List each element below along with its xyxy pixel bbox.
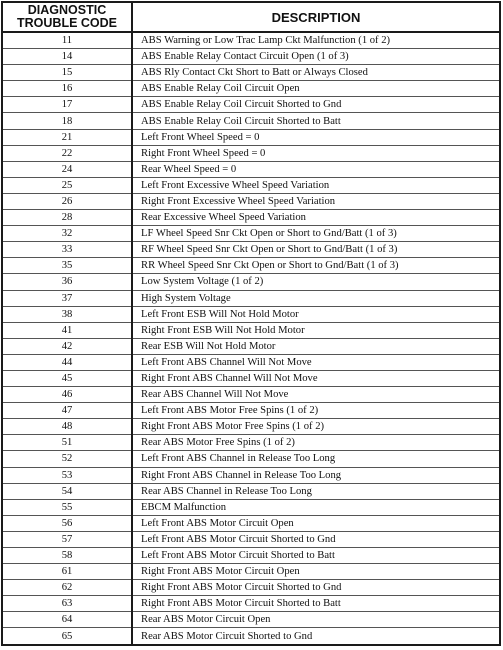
description-cell: Rear ABS Channel Will Not Move: [132, 387, 500, 403]
trouble-code-cell: 56: [2, 515, 132, 531]
trouble-code-cell: 26: [2, 193, 132, 209]
trouble-code-cell: 64: [2, 612, 132, 628]
description-column-header: DESCRIPTION: [132, 2, 500, 32]
description-cell: Right Front ABS Motor Circuit Shorted to Batt: [132, 596, 500, 612]
trouble-code-cell: 48: [2, 419, 132, 435]
trouble-code-cell: 14: [2, 49, 132, 65]
trouble-code-table: [1, 1, 501, 646]
table-row: [2, 49, 500, 65]
table-row: [2, 32, 500, 49]
trouble-code-cell: 52: [2, 451, 132, 467]
trouble-code-cell: 46: [2, 387, 132, 403]
description-cell: Right Front ESB Will Not Hold Motor: [132, 322, 500, 338]
description-cell: Right Front ABS Motor Circuit Open: [132, 564, 500, 580]
description-cell: Left Front ABS Channel in Release Too Long: [132, 451, 500, 467]
trouble-code-cell: 24: [2, 161, 132, 177]
table-row: [2, 612, 500, 628]
description-cell: Rear ABS Channel in Release Too Long: [132, 483, 500, 499]
trouble-code-cell: 58: [2, 548, 132, 564]
table-row: [2, 370, 500, 386]
description-cell: LF Wheel Speed Snr Ckt Open or Short to Gnd/Batt (1 of 3): [132, 226, 500, 242]
table-row: [2, 65, 500, 81]
table-body: [2, 32, 500, 645]
trouble-code-cell: 33: [2, 242, 132, 258]
trouble-code-cell: 42: [2, 338, 132, 354]
trouble-code-cell: 63: [2, 596, 132, 612]
table-row: [2, 548, 500, 564]
description-cell: Rear ABS Motor Free Spins (1 of 2): [132, 435, 500, 451]
trouble-code-cell: 25: [2, 177, 132, 193]
description-cell: Right Front Wheel Speed = 0: [132, 145, 500, 161]
table-row: [2, 129, 500, 145]
description-cell: Left Front ABS Motor Circuit Shorted to Gnd: [132, 531, 500, 547]
trouble-code-cell: 22: [2, 145, 132, 161]
table-row: [2, 242, 500, 258]
trouble-code-cell: 28: [2, 210, 132, 226]
trouble-code-cell: 15: [2, 65, 132, 81]
description-cell: Rear ESB Will Not Hold Motor: [132, 338, 500, 354]
table-row: [2, 306, 500, 322]
description-cell: Left Front ABS Motor Circuit Open: [132, 515, 500, 531]
trouble-code-cell: 44: [2, 354, 132, 370]
description-cell: Left Front Excessive Wheel Speed Variation: [132, 177, 500, 193]
trouble-code-cell: 32: [2, 226, 132, 242]
description-cell: ABS Warning or Low Trac Lamp Ckt Malfunction (1 of 2): [141, 35, 391, 47]
code-header-line2: TROUBLE CODE: [17, 16, 117, 30]
trouble-code-cell: 57: [2, 531, 132, 547]
table-row: [2, 226, 500, 242]
code-column-header: [2, 2, 132, 32]
table-row: [2, 338, 500, 354]
trouble-code-cell: 62: [2, 580, 132, 596]
description-cell: RF Wheel Speed Snr Ckt Open or Short to Gnd/Batt (1 of 3): [132, 242, 500, 258]
description-cell: Right Front ABS Motor Circuit Shorted to Gnd: [132, 580, 500, 596]
trouble-code-cell: 16: [2, 81, 132, 97]
trouble-code-cell: 21: [2, 129, 132, 145]
trouble-code-cell: 47: [2, 403, 132, 419]
description-cell: Left Front ABS Motor Free Spins (1 of 2): [132, 403, 500, 419]
table-row: [2, 97, 500, 113]
description-cell: Right Front ABS Motor Free Spins (1 of 2): [132, 419, 500, 435]
table-row: [2, 258, 500, 274]
table-row: [2, 193, 500, 209]
table-row: [2, 435, 500, 451]
trouble-code-cell: 11: [2, 32, 132, 49]
table-row: [2, 322, 500, 338]
table-row: [2, 483, 500, 499]
table-row: [2, 467, 500, 483]
description-cell: Rear ABS Motor Circuit Open: [132, 612, 500, 628]
header-row: [2, 2, 500, 32]
trouble-code-cell: 17: [2, 97, 132, 113]
table-row: [2, 499, 500, 515]
description-cell: Rear ABS Motor Circuit Shorted to Gnd: [132, 628, 500, 645]
table-row: [2, 161, 500, 177]
table-row: [2, 113, 500, 129]
trouble-code-cell: 61: [2, 564, 132, 580]
table-row: [2, 580, 500, 596]
table-row: [2, 210, 500, 226]
trouble-code-cell: 36: [2, 274, 132, 290]
description-cell: Left Front ABS Motor Circuit Shorted to Batt: [132, 548, 500, 564]
description-cell: ABS Rly Contact Ckt Short to Batt or Always Closed: [132, 65, 500, 81]
table-row: [2, 419, 500, 435]
description-cell: Right Front ABS Channel in Release Too Long: [132, 467, 500, 483]
description-cell: RR Wheel Speed Snr Ckt Open or Short to Gnd/Batt (1 of 3): [132, 258, 500, 274]
trouble-code-cell: 45: [2, 370, 132, 386]
table-row: [2, 145, 500, 161]
table-row: [2, 564, 500, 580]
description-cell: Right Front ABS Channel Will Not Move: [132, 370, 500, 386]
table-header: [2, 2, 500, 32]
description-cell: ABS Enable Relay Contact Circuit Open (1 of 3): [132, 49, 500, 65]
table-row: [2, 451, 500, 467]
trouble-code-cell: 65: [2, 628, 132, 645]
description-cell: ABS Enable Relay Coil Circuit Shorted to Batt: [132, 113, 500, 129]
description-cell: Left Front ESB Will Not Hold Motor: [132, 306, 500, 322]
description-cell: Low System Voltage (1 of 2): [132, 274, 500, 290]
table-row: [2, 81, 500, 97]
description-cell: Left Front ABS Channel Will Not Move: [132, 354, 500, 370]
description-cell: Left Front Wheel Speed = 0: [132, 129, 500, 145]
table-row: [2, 628, 500, 645]
trouble-code-cell: 53: [2, 467, 132, 483]
table-row: [2, 596, 500, 612]
trouble-code-cell: 35: [2, 258, 132, 274]
table-row: [2, 531, 500, 547]
description-cell: Right Front Excessive Wheel Speed Variation: [132, 193, 500, 209]
description-cell: Rear Wheel Speed = 0: [132, 161, 500, 177]
table-row: [2, 177, 500, 193]
trouble-code-cell: 41: [2, 322, 132, 338]
table-row: [2, 290, 500, 306]
table-row: [2, 274, 500, 290]
table-row: [2, 515, 500, 531]
trouble-code-cell: 37: [2, 290, 132, 306]
trouble-code-cell: 18: [2, 113, 132, 129]
trouble-code-cell: 38: [2, 306, 132, 322]
trouble-code-cell: 55: [2, 499, 132, 515]
trouble-code-cell: 51: [2, 435, 132, 451]
table-row: [2, 403, 500, 419]
table-row: [2, 387, 500, 403]
description-cell: EBCM Malfunction: [132, 499, 500, 515]
trouble-code-cell: 54: [2, 483, 132, 499]
code-header-line1: DIAGNOSTIC: [27, 3, 107, 17]
description-cell: ABS Enable Relay Coil Circuit Open: [132, 81, 500, 97]
description-cell: High System Voltage: [132, 290, 500, 306]
description-cell: Rear Excessive Wheel Speed Variation: [132, 210, 500, 226]
description-cell: ABS Enable Relay Coil Circuit Shorted to Gnd: [132, 97, 500, 113]
table-row: [2, 354, 500, 370]
